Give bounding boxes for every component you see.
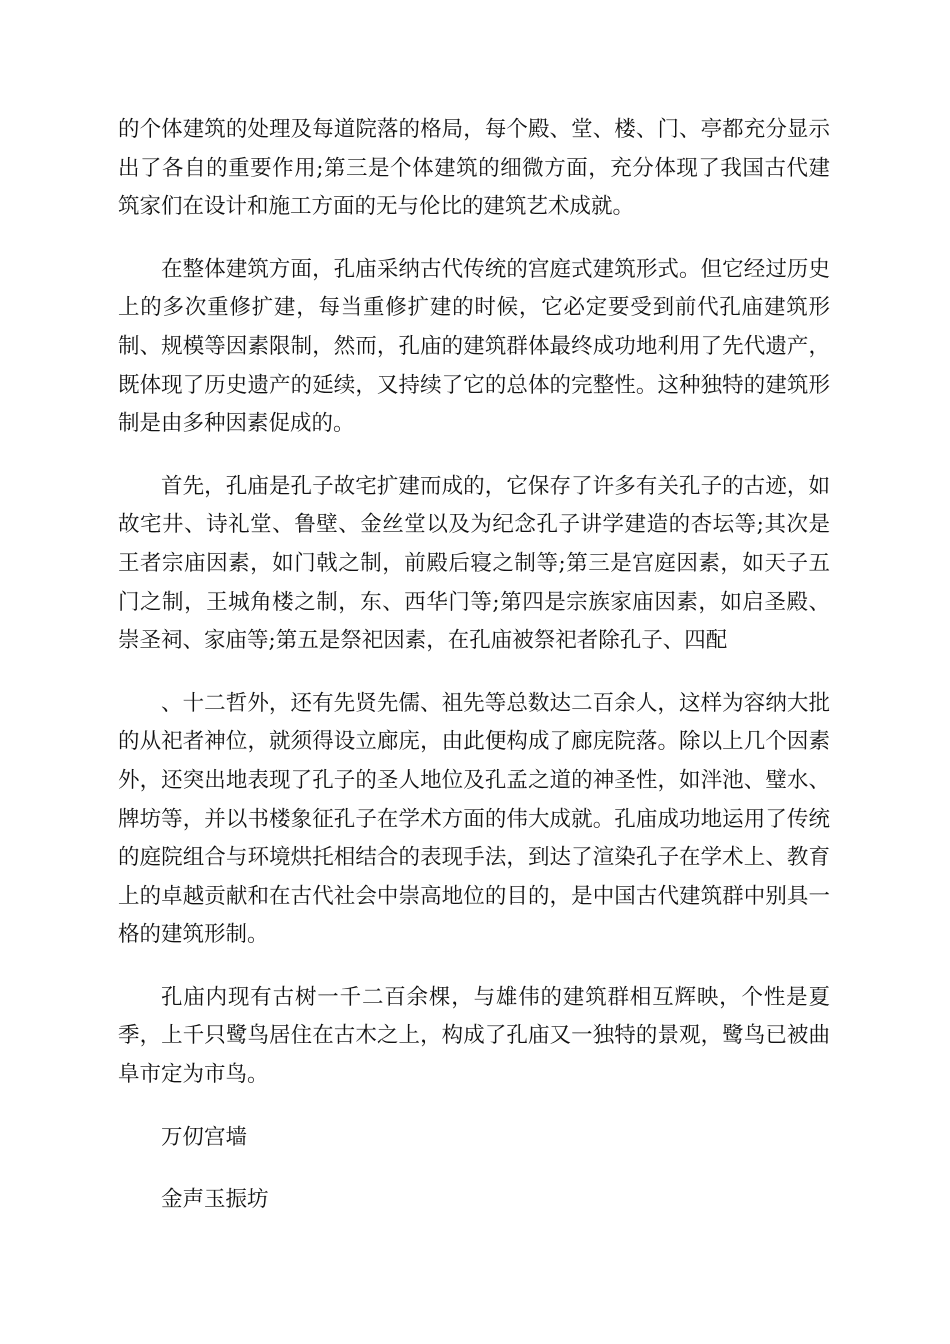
heading-wanren-palace-wall: 万仞宫墙	[161, 1124, 248, 1150]
paragraph-factors: 首先，孔庙是孔子故宅扩建而成的，它保存了许多有关孔子的古迹，如故宅井、诗礼堂、鲁壁、金丝堂以及为纪念孔子讲学建造的杏坛等;其次是王者宗庙因素，如门戟之制，前殿后寝之制等;第三是宫庭因素，如天子五门之制，王城角楼之制，东、西华门等;第四是宗族家庙因素，如启圣殿、崇圣祠、家庙等;第五是祭祀因素，在孔庙被祭祀者除孔子、四配	[118, 473, 830, 654]
heading-jinsheng-yuzhen-archway: 金声玉振坊	[161, 1187, 269, 1213]
paragraph-continuation: 的个体建筑的处理及每道院落的格局，每个殿、堂、楼、门、亭都充分显示出了各自的重要作用;第三是个体建筑的细微方面，充分体现了我国古代建筑家们在设计和施工方面的无与伦比的建筑艺术成就。	[118, 117, 830, 220]
paragraph-ancient-trees: 孔庙内现有古树一千二百余棵，与雄伟的建筑群相互辉映，个性是夏季，上千只鹭鸟居住在古木之上，构成了孔庙又一独特的景观，鹭鸟已被曲阜市定为市鸟。	[118, 984, 830, 1088]
paragraph-factors-continued: 、十二哲外，还有先贤先儒、祖先等总数达二百余人，这样为容纳大批的从祀者神位，就须得设立廊庑，由此便构成了廊庑院落。除以上几个因素外，还突出地表现了孔子的圣人地位及孔孟之道的神圣性，如泮池、璧水、牌坊等，并以书楼象征孔子在学术方面的伟大成就。孔庙成功地运用了传统的庭院组合与环境烘托相结合的表现手法，到达了渲染孔子在学术上、教育上的卓越贡献和在古代社会中崇高地位的目的，是中国古代建筑群中别具一格的建筑形制。	[118, 690, 830, 948]
document-body	[118, 111, 830, 1244]
paragraph-overall-architecture: 在整体建筑方面，孔庙采纳古代传统的宫庭式建筑形式。但它经过历史上的多次重修扩建，每当重修扩建的时候，它必定要受到前代孔庙建筑形制、规模等因素限制，然而，孔庙的建筑群体最终成功地利用了先代遗产，既体现了历史遗产的延续，又持续了它的总体的完整性。这种独特的建筑形制是由多种因素促成的。	[118, 256, 830, 437]
